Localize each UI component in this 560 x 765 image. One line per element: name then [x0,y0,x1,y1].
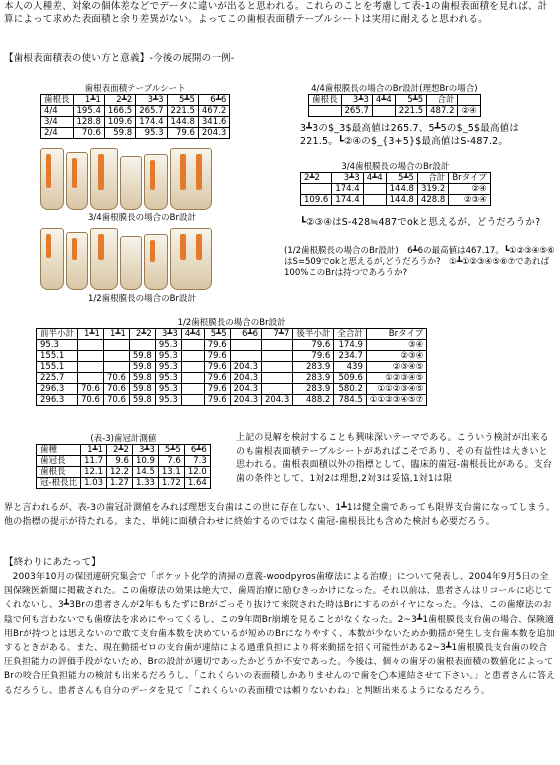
table-header: 6┻6 [198,95,229,106]
table-cell: 4/4 [41,106,74,117]
table-row [41,106,230,117]
teeth-illustration-1-2 [40,228,255,290]
table-cell: 204.3 [198,128,229,139]
table-cell: 12.0 [184,467,210,478]
table-cell [261,384,292,395]
table-cell: 95.3 [155,340,181,351]
table-header: 歯種 [37,445,81,456]
note-4-4: 3┻3の$_3$最高値は265.7、5┻5の$_5$最高値は221.5。┗②④の$_{3+5}$最高値はS-487.2。 [300,123,520,147]
table-cell: 283.9 [293,373,334,384]
table-cell: 221.5 [167,106,198,117]
table-row [309,106,481,117]
table-cell: 144.8 [386,184,417,195]
table-4-4 [308,82,481,117]
table-cell: 204.3 [261,395,292,406]
table-cell: 59.8 [129,351,155,362]
table-cell: 10.9 [132,456,158,467]
table-cell: 166.5 [104,106,135,117]
table-cell: 221.5 [395,106,426,117]
table-cell: 59.8 [129,384,155,395]
table-row [37,373,427,384]
table-cell: 319.2 [417,184,448,195]
note-3-4: ┗②③④はS-428≒487でokと思えるが、どうだろうか? [300,217,541,228]
table-cell: 14.5 [132,467,158,478]
table-1-2 [36,316,427,406]
table-cell: 509.6 [334,373,367,384]
table-cell: 174.4 [136,117,167,128]
table-cell [261,340,292,351]
table-header: Brタイプ [449,173,490,184]
table-header: 4┻4 [363,173,386,184]
table-cell: 225.7 [37,373,78,384]
table-cell: 265.7 [136,106,167,117]
table-cell: 204.3 [230,395,261,406]
table-cell: 70.6 [78,384,104,395]
table-cell: 7.3 [184,456,210,467]
table-cell: 95.3 [155,384,181,395]
table-cell [103,340,129,351]
table-1-2-caption: 1/2歯根膜長の場合のBr設計 [177,318,286,328]
root-surface-table [40,82,230,139]
table-header: 2┻2 [129,329,155,340]
table-header: 合計 [427,95,458,106]
caption-3-4: 3/4歯根膜長の場合のBr設計 [88,213,197,223]
table-header: 歯根長 [309,95,342,106]
table-cell [78,351,104,362]
table-cell: ①②③④⑤ [366,373,426,384]
table-cell: 9.6 [107,456,133,467]
table-cell [181,351,204,362]
table-cell: 1.64 [184,478,210,489]
note-1-2: (1/2歯根膜長の場合のBr設計) 6┻6の最高値は467.17。┗①②③④⑤⑥はS=509でokと思えるが,どうだろうか? ①┻①②③④⑤⑥⑦であれば100%このBrは持つであろうか? [284,246,555,278]
table-cell: 195.4 [73,106,104,117]
table-cell: 204.3 [230,373,261,384]
table-cell: 109.6 [104,117,135,128]
table-cell: 109.6 [301,195,332,206]
table-cell: 79.6 [204,362,230,373]
root-surface-table-caption: 歯根表面積テーブルシート [84,84,186,94]
table-cell: 283.9 [293,362,334,373]
table-row [37,384,427,395]
table-cell: 488.2 [293,395,334,406]
table-cell: 95.3 [155,373,181,384]
continuation-paragraph: 界と言われるが、表-3の歯冠計測値をみれば理想支台歯はこの世に存在しない、1┻1は健全歯であっても限界支台歯になってしまう。他の指標の提示が待たれる。また、単純に面積合わせに終始するのではなく歯冠-歯根長比も含めた検討も必要だろう。 [4,503,556,527]
table-cell [261,351,292,362]
table-row [37,478,211,489]
table-row [41,128,230,139]
table-cell: 467.2 [198,106,229,117]
table-cell: 70.6 [78,395,104,406]
table-cell: 歯冠長 [37,456,81,467]
table-row [37,395,427,406]
table-header: 2┻2 [301,173,332,184]
table-cell: 79.6 [204,395,230,406]
table-header: 5┻5 [386,173,417,184]
table-cell: 79.6 [204,373,230,384]
caption-1-2: 1/2歯根膜長の場合のBr設計 [88,294,197,304]
table-header: 5┻5 [204,329,230,340]
table-cell: 174.4 [332,184,363,195]
section-heading-closing: 【終わりにあたって】 [4,557,102,568]
table-cell: 1.33 [132,478,158,489]
table-cell [78,362,104,373]
table-cell: ①①②③④⑤⑦ [366,395,426,406]
table-cell [230,351,261,362]
table-cell: 155.1 [37,362,78,373]
table-header: 4┻4 [372,95,395,106]
table-cell [103,351,129,362]
table-header: Brタイプ [366,329,426,340]
table-cell: 70.6 [103,395,129,406]
table-cell: 70.6 [73,128,104,139]
table-header: 合計 [417,173,448,184]
table-cell [181,373,204,384]
table-4-4-caption: 4/4歯根膜長の場合のBr設計(理想Brの場合) [311,84,478,94]
table-cell: 144.8 [386,195,417,206]
table-header: 4┻4 [181,329,204,340]
table-cell: ②③④ [449,195,490,206]
table-header: 3┻3 [132,445,158,456]
table-cell [363,195,386,206]
table-cell: 79.6 [204,351,230,362]
table-cell: 79.6 [293,340,334,351]
table-cell [103,362,129,373]
table-cell: 95.3 [155,362,181,373]
table-row [301,195,491,206]
table-cell [181,384,204,395]
table-cell [181,395,204,406]
table-cell: 439 [334,362,367,373]
crown-measure-caption: (表-3)歯冠計測値 [90,434,157,444]
table-cell: 487.2 [427,106,458,117]
table-cell: 79.6 [167,128,198,139]
table-cell: 234.7 [334,351,367,362]
table-row [37,351,427,362]
table-row [301,184,491,195]
intro-paragraph: 本人の人種差、対象の個体差などでデータに違いが出ると思われる。これらのことを考慮して表-1の歯根表面積を見れば、計算によって求めた表面積と余り差異がない。よってこの歯根表面積テーブルシートは実用に耐えると思われる。 [4,1,548,25]
table-cell: 144.8 [167,117,198,128]
table-cell: 59.8 [129,395,155,406]
table-cell [363,184,386,195]
table-cell [372,106,395,117]
table-cell [78,373,104,384]
closing-paragraph: 2003年10月の保団連研究集会で「ポケット化学的清掃の意義-woodpyros歯療法による治療」について発表し、2004年9月5日の全国保険医新聞に掲載された。この歯療法の効果は絶大で、歯周治療に励むきっかけになった。それ以前は、患者さんはリコールに応じてくれないし、3┻3Brの患者さんが2年ももたずにBrがごっそり抜けて来院された時はBrにするのがイヤになった。今は、この歯療法のお陰で何も言わないでも歯療法を求めにやってくるし、この9年間Br崩壊を見ることがなくなった。2~3┻1歯根膜長支台歯の場合、保険適用Brが持つとは思えないので敢て支台歯本数を決めているが短めのBrになりやすく、本数が少ないためか動揺が発生し支台歯本数を追加するときがある。また、現在動揺ゼロの支台歯が連結による過重負担により将来動揺を招く可能性がある2~3┻1歯根膜長支台歯の咬合圧負担能力の評価手段がないため、Brの設計が適切であったかどうか不安であった。今後は、個々の歯牙の歯根表面積の数値化によってBrの咬合圧負担能力の検討も出来るだろうし、「これくらいの表面積しかありませんので歯を◯本連結させて下さい。」と患者さんに答えるだろうし、患者さんも自分のデータを見て「これくらいの表面積では頼りないわね」と判断出来るようになるだろう。 [4,572,556,696]
table-cell [309,106,342,117]
table-header: 2┻2 [107,445,133,456]
section-heading-usage: 【歯根表面積表の使い方と意義】-今後の展開の一例- [4,53,235,64]
table-header: 1┻1 [78,329,104,340]
table-header: 3┻3 [332,173,363,184]
table-cell: 428.8 [417,195,448,206]
table-row [37,467,211,478]
table-header: 前半小計 [37,329,78,340]
table-cell: 784.5 [334,395,367,406]
table-cell: 265.7 [341,106,372,117]
table-cell [301,184,332,195]
crown-measure-table [36,432,211,489]
table-header: 7┻7 [261,329,292,340]
table-cell: 歯根長 [37,467,81,478]
table-cell: 1.27 [107,478,133,489]
table-header: 3┻3 [155,329,181,340]
table-cell: 11.7 [81,456,107,467]
table-cell: 79.6 [293,351,334,362]
table-cell: 95.3 [136,128,167,139]
table-cell: ②④ [458,106,480,117]
table-cell: 7.6 [158,456,184,467]
table-cell: 204.3 [230,362,261,373]
table-cell: 冠-根長比 [37,478,81,489]
table-3-4-caption: 3/4歯根膜長の場合のBr設計 [341,162,450,172]
table-cell: 12.1 [81,467,107,478]
table-header: 3┻3 [341,95,372,106]
table-header: 5┻5 [167,95,198,106]
table-cell [181,362,204,373]
table-cell: 95.3 [155,351,181,362]
table-header: 後半小計 [293,329,334,340]
table-cell [230,340,261,351]
table-header: 歯根長 [41,95,74,106]
table-cell [181,340,204,351]
table-cell: ②③④ [366,351,426,362]
table-cell: ③④ [366,340,426,351]
table-header: 全合計 [334,329,367,340]
table-cell: 174.9 [334,340,367,351]
table-cell: 128.8 [73,117,104,128]
side-paragraph: 上記の見解を検討することも興味深いテーマである。こういう検討が出来るのも歯根表面積テーブルシートがあればこそであり、その有益性は大きいと思われる。歯根表面積以外の指標として、臨床的歯冠-歯根長比がある。支台歯の条件として、1対2は理想,2対3は妥協,1対1は限 [236,433,553,484]
table-header: 3┻3 [136,95,167,106]
table-cell: 59.8 [129,373,155,384]
table-cell: 79.6 [204,340,230,351]
table-row [37,340,427,351]
table-cell: 59.8 [104,128,135,139]
table-cell: 341.6 [198,117,229,128]
table-cell: 296.3 [37,384,78,395]
table-cell: ②③④⑤ [366,362,426,373]
table-header: 6┻6 [184,445,210,456]
table-row [37,456,211,467]
table-row [41,117,230,128]
table-cell [129,340,155,351]
table-header: 1┻1 [81,445,107,456]
table-header: 6┻6 [230,329,261,340]
table-cell: 12.2 [107,467,133,478]
teeth-illustration-3-4 [40,148,255,210]
table-cell: 59.8 [129,362,155,373]
table-cell: 204.3 [230,384,261,395]
table-cell: 1.03 [81,478,107,489]
table-cell [261,373,292,384]
table-cell: 2/4 [41,128,74,139]
table-header: 5┻5 [395,95,426,106]
table-cell: 283.9 [293,384,334,395]
table-cell: 70.6 [103,373,129,384]
table-cell: 70.6 [103,384,129,395]
table-header: 1┻1 [103,329,129,340]
table-cell: ②④ [449,184,490,195]
table-cell: 95.3 [37,340,78,351]
table-header [458,95,480,106]
table-cell [78,340,104,351]
table-cell: 296.3 [37,395,78,406]
table-cell: 79.6 [204,384,230,395]
table-row [37,362,427,373]
table-cell: 174.4 [332,195,363,206]
table-cell: 155.1 [37,351,78,362]
table-header: 1┻1 [73,95,104,106]
table-header: 5┻5 [158,445,184,456]
table-cell: ①①②③④⑤ [366,384,426,395]
table-cell: 3/4 [41,117,74,128]
table-3-4 [300,160,491,206]
table-cell: 580.2 [334,384,367,395]
table-cell [261,362,292,373]
table-cell: 95.3 [155,395,181,406]
table-cell: 13.1 [158,467,184,478]
table-cell: 1.72 [158,478,184,489]
table-header: 2┻2 [104,95,135,106]
